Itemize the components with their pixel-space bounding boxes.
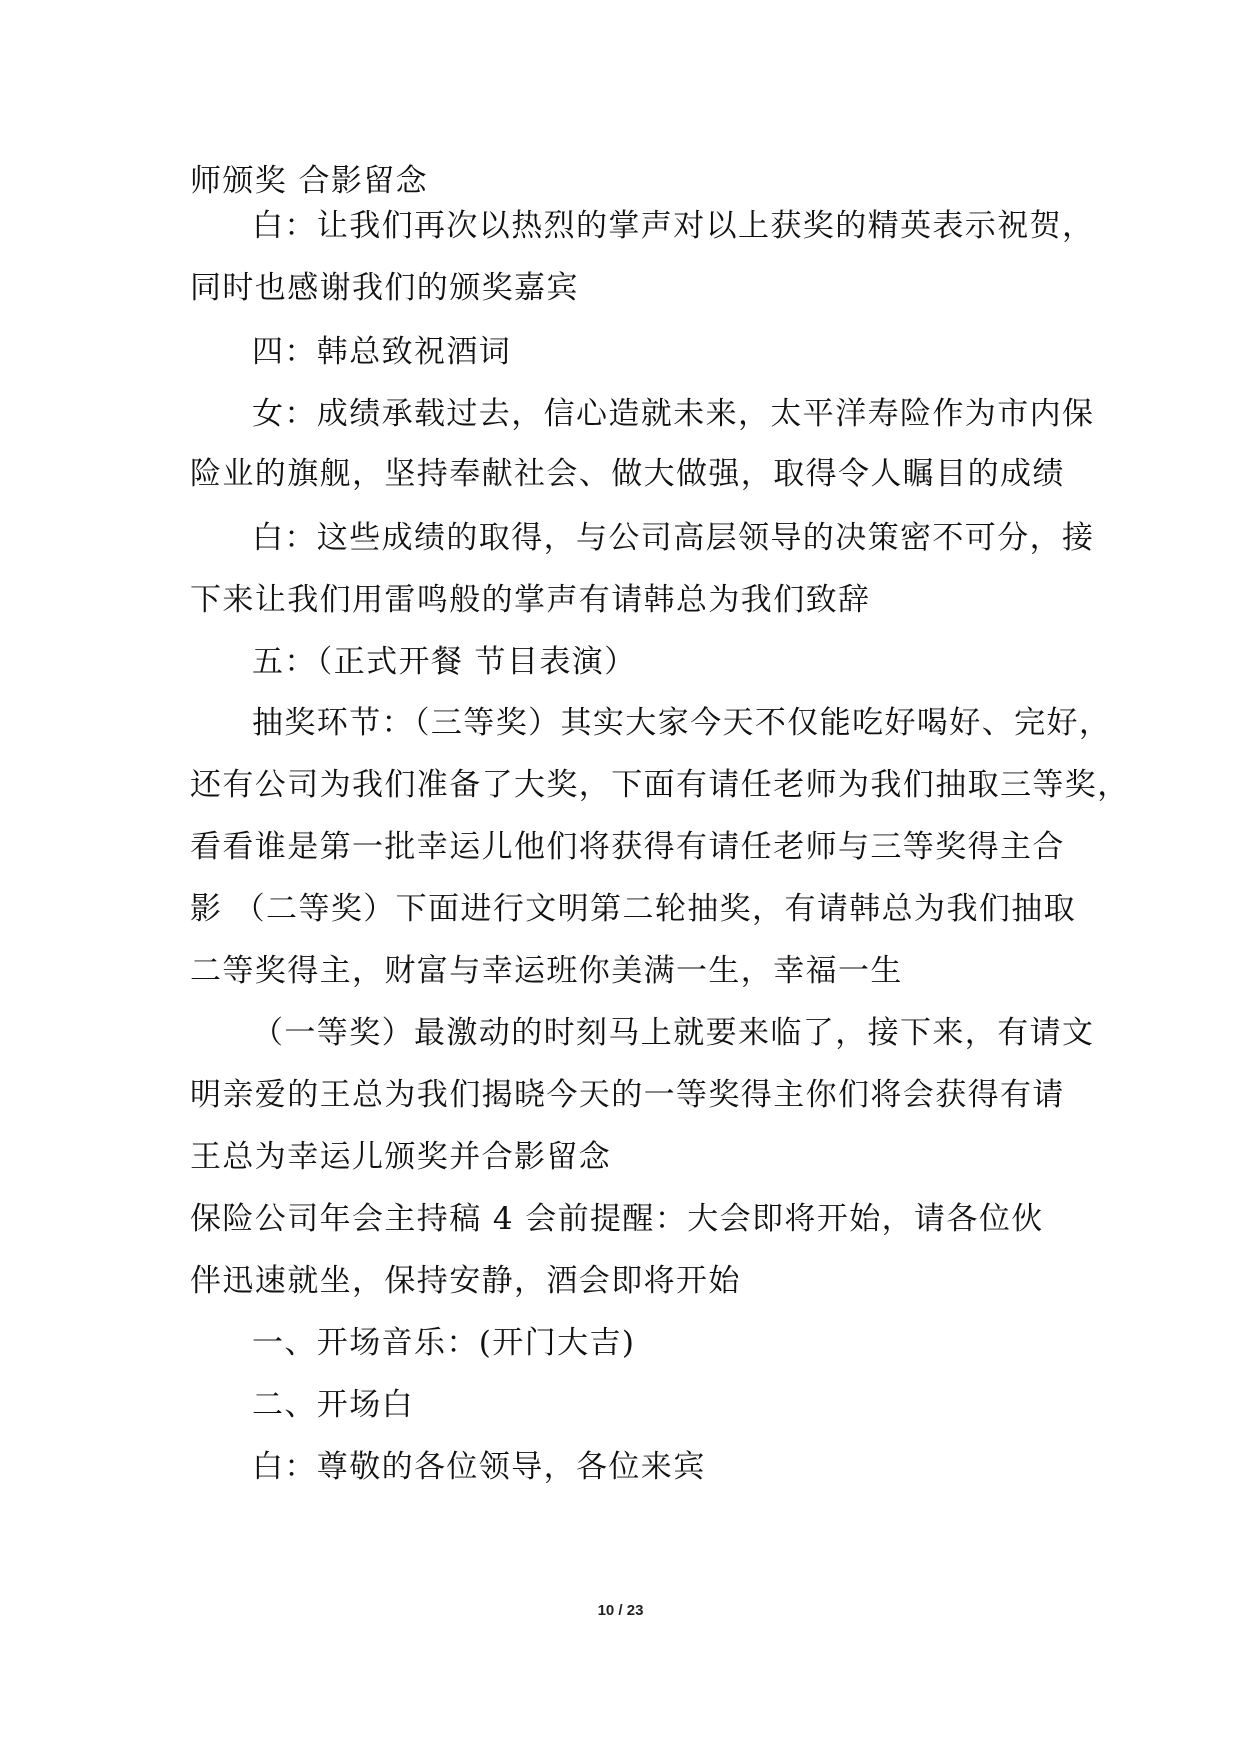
text-line: 还有公司为我们准备了大奖，下面有请任老师为我们抽取三等奖， <box>190 767 1130 803</box>
text-line: 二、开场白 <box>252 1387 414 1423</box>
text-line: 保险公司年会主持稿 4 会前提醒：大会即将开始，请各位伙 <box>190 1201 1044 1237</box>
text-line: 二等奖得主，财富与幸运班你美满一生，幸福一生 <box>190 953 903 989</box>
text-line: 女：成绩承载过去，信心造就未来，太平洋寿险作为市内保 <box>252 396 1095 432</box>
text-line: 师颁奖 合影留念 <box>190 163 429 199</box>
text-line: 一、开场音乐：(开门大吉) <box>252 1325 636 1361</box>
text-line: 下来让我们用雷鸣般的掌声有请韩总为我们致辞 <box>190 582 871 618</box>
page-number: 10 / 23 <box>597 1602 644 1619</box>
text-line: （一等奖）最激动的时刻马上就要来临了，接下来，有请文 <box>252 1015 1095 1051</box>
text-line: 王总为幸运儿颁奖并合影留念 <box>190 1139 612 1175</box>
text-line: 四：韩总致祝酒词 <box>252 334 512 370</box>
text-line: 白：让我们再次以热烈的掌声对以上获奖的精英表示祝贺， <box>252 208 1095 244</box>
text-line: 险业的旗舰，坚持奉献社会、做大做强，取得令人瞩目的成绩 <box>190 456 1065 492</box>
text-line: 伴迅速就坐，保持安静，酒会即将开始 <box>190 1263 741 1299</box>
text-line: 白：尊敬的各位领导，各位来宾 <box>252 1449 706 1485</box>
text-line: 抽奖环节：（三等奖）其实大家今天不仅能吃好喝好、完好， <box>252 705 1112 741</box>
text-line: 白：这些成绩的取得，与公司高层领导的决策密不可分，接 <box>252 520 1095 556</box>
text-line: 看看谁是第一批幸运儿他们将获得有请任老师与三等奖得主合 <box>190 829 1065 865</box>
text-line: 影 （二等奖）下面进行文明第二轮抽奖，有请韩总为我们抽取 <box>190 891 1077 927</box>
text-line: 明亲爱的王总为我们揭晓今天的一等奖得主你们将会获得有请 <box>190 1077 1065 1113</box>
text-line: 同时也感谢我们的颁奖嘉宾 <box>190 270 579 306</box>
text-line: 五：（正式开餐 节目表演） <box>252 644 637 680</box>
